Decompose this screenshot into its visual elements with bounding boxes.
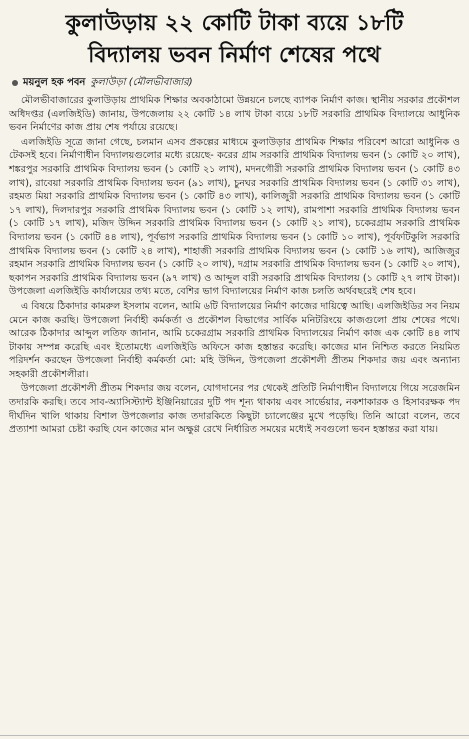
byline	[0, 72, 469, 92]
byline-location: কুলাউড়া (মৌলভীবাজার)	[90, 77, 193, 88]
paragraph-1: মৌলভীবাজারের কুলাউড়ায় প্রাথমিক শিক্ষার অবকাঠামো উন্নয়নে চলছে ব্যাপক নির্মাণ কাজ। স্থানীয় সরকার প্রকৌশল অধিদপ্তর (এলজিইডি) জানায়, উপজেলায় ২২ কোটি ১৪ লাখ টাকা ব্যয়ে ১৮টি সরকারি প্রাথমিক বিদ্যালয়ে আধুনিক ভবন নির্মাণের কাজ প্রায় শেষ পর্যায়ে রয়েছে।	[9, 95, 460, 134]
bottom-divider	[0, 735, 469, 736]
headline-line-2: বিদ্যালয় ভবন নির্মাণ শেষের পথে	[88, 43, 381, 68]
paragraph-4: উপজেলা প্রকৌশলী প্রীতম শিকদার জয় বলেন, যোগদানের পর থেকেই প্রতিটি নির্মাণাধীন বিদ্যালয়ে গিয়ে সরেজমিন তদারকি করছি। তবে সাব-অ্যাসিস্ট্যান্ট ইঞ্জিনিয়ারের দুটি পদ শূন্য থাকায় এবং সার্ভেয়ার, নকশাকারক ও হিসাবরক্ষক পদ দীর্ঘদিন খালি থাকায় বিশাল উপজেলার কাজ তদারকিতে কিছুটা চ্যালেঞ্জের মুখে পড়েছি। তিনি আরো বলেন, তবে প্রত্যাশা আমরা চেষ্টা করছি যেন কাজের মান অক্ষুণ্ণ রেখে নির্ধারিত সময়ের মধ্যেই সবগুলো ভবন হস্তান্তর করা যায়।	[9, 383, 460, 436]
headline-line-1: কুলাউড়ায় ২২ কোটি টাকা ব্যয়ে ১৮টি	[65, 11, 404, 36]
bullet-icon	[12, 80, 18, 86]
byline-author: ময়নুল হক পবন	[23, 77, 86, 88]
headline	[0, 0, 469, 72]
paragraph-3: এ বিষয়ে ঠিকাদার কামরুল ইসলাম বলেন, আমি ৬টি বিদ্যালয়ের নির্মাণ কাজের দায়িত্বে আছি। এলজিইডির সব নিয়ম মেনে কাজ করছি। উপজেলা নির্বাহী কর্মকর্তা ও প্রকৌশল বিভাগের সার্বিক মনিটরিংয়ে কাজগুলো প্রায় শেষের পথে। আরেক ঠিকাদার আব্দুল লতিফ জানান, আমি চকেরগ্রাম সরকারি প্রাথমিক বিদ্যালয়ের নির্মাণ কাজ এক কোটি ৪৪ লাখ টাকায় সম্পন্ন করেছি এবং ইতোমধ্যে এলজিইডি অফিসে কাজ হস্তান্তর করেছি। কাজের মান নিশ্চিত করতে নিয়মিত পরিদর্শন করছেন উপজেলা নির্বাহী কর্মকর্তা মো: মহি উদ্দিন, উপজেলা প্রকৌশলী প্রীতম শিকদার জয় এবং অন্যান্য সহকারী প্রকৌশলীরা।	[9, 300, 460, 380]
paragraph-2: এলজিইডি সূত্রে জানা গেছে, চলমান এসব প্রকল্পের মাধ্যমে কুলাউড়ার প্রাথমিক শিক্ষার পরিবেশ আরো আধুনিক ও টেকসই হবে। নির্মাণাধীন বিদ্যালয়গুলোর মধ্যে রয়েছে- করের গ্রাম সরকারি প্রাথমিক বিদ্যালয় ভবন (১ কোটি ২০ লাখ), শঙ্করপুর সরকারি প্রাথমিক বিদ্যালয় ভবন (১ কোটি ২১ লাখ), মদনগৌরী সরকারি প্রাথমিক বিদ্যালয় ভবন (১ কোটি ৪৩ লাখ), রাবেয়া সরকারি প্রাথমিক বিদ্যালয় ভবন (৯১ লাখ), চুনঘর সরকারি প্রাথমিক বিদ্যালয় ভবন (১ কোটি ৩১ লাখ), রহমত মিয়া সরকারি প্রাথমিক বিদ্যালয় ভবন (১ কোটি ৪৩ লাখ), কালিজুরী সরকারি প্রাথমিক বিদ্যালয় ভবন (১ কোটি ১৭ লাখ), দিলদারপুর সরকারি প্রাথমিক বিদ্যালয় ভবন (১ কোটি ১২ লাখ), রামপাশা সরকারি প্রাথমিক বিদ্যালয় ভবন (১ কোটি ১৭ লাখ), মজিদ উদ্দিন সরকারি প্রাথমিক বিদ্যালয় ভবন (১ কোটি ২১ লাখ), চকেরগ্রাম সরকারি প্রাথমিক বিদ্যালয় ভবন (১ কোটি ৪৪ লাখ), পূর্বভাগ সরকারি প্রাথমিক বিদ্যালয় ভবন (১ কোটি ১০ লাখ), পূর্বফটিকুলি সরকারি প্রাথমিক বিদ্যালয় ভবন (১ কোটি ২৪ লাখ), শাহাজী সরকারি প্রাথমিক বিদ্যালয় ভবন (১ কোটি ১৬ লাখ), আজিজুর রহমান সরকারি প্রাথমিক বিদ্যালয় ভবন (১ কোটি ২০ লাখ), দগ্রাম সরকারি প্রাথমিক বিদ্যালয় ভবন (১ কোটি ২০ লাখ), ছকাপন সরকারি প্রাথমিক বিদ্যালয় ভবন (৯৭ লাখ) ও আব্দুল বারী সরকারি প্রাথমিক বিদ্যালয় (১ কোটি ২৭ লাখ টাকা)। উপজেলা এলজিইডি কার্যালয়ের তথ্য মতে, বেশির ভাগ বিদ্যালয়ের নির্মাণ কাজ চলতি অর্থবছরেই শেষ হবে।	[9, 136, 460, 298]
article-body	[0, 92, 469, 437]
